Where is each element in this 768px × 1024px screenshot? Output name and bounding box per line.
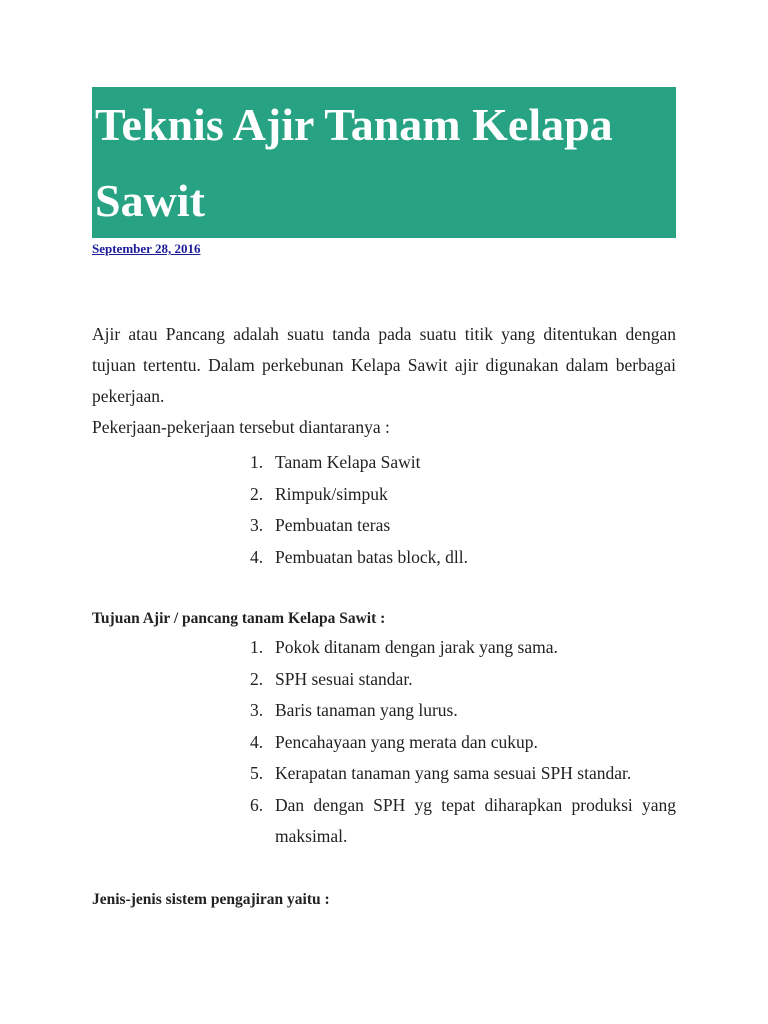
list-number: 2. xyxy=(250,483,264,504)
list-item xyxy=(92,727,676,759)
list-item xyxy=(92,758,676,790)
jobs-intro: Pekerjaan-pekerjaan tersebut diantaranya : xyxy=(92,417,390,437)
list-item xyxy=(92,664,676,696)
intro-section xyxy=(92,319,676,443)
list-item xyxy=(92,632,676,664)
list-item-text: Pokok ditanam dengan jarak yang sama. xyxy=(275,637,558,657)
list-number: 4. xyxy=(250,546,264,567)
list-item xyxy=(92,447,676,479)
list-item-text: Pencahayaan yang merata dan cukup. xyxy=(275,731,538,752)
list-number: 3. xyxy=(250,515,264,535)
list-item xyxy=(92,479,676,511)
list-number: 6. xyxy=(250,794,264,815)
list-item xyxy=(92,790,676,853)
purpose-list xyxy=(92,632,676,853)
list-number: 4. xyxy=(250,731,264,752)
list-item-text: Tanam Kelapa Sawit xyxy=(275,452,421,472)
post-date-link[interactable]: September 28, 2016 xyxy=(92,241,201,256)
list-item xyxy=(92,542,676,574)
systems-heading: Jenis-jenis sistem pengajiran yaitu : xyxy=(92,891,330,908)
list-item-text: Pembuatan teras xyxy=(275,515,391,535)
list-item-text: Dan dengan SPH yg tepat diharapkan produksi yang maksimal. xyxy=(275,794,676,846)
list-number: 3. xyxy=(250,700,264,720)
article-title xyxy=(92,87,676,238)
list-item-text: Rimpuk/simpuk xyxy=(275,483,388,504)
list-number: 2. xyxy=(250,668,264,689)
article-title-line-2: Sawit xyxy=(95,175,205,226)
list-number: 1. xyxy=(250,637,264,657)
list-number: 5. xyxy=(250,763,264,783)
list-item xyxy=(92,695,676,727)
list-item-text: SPH sesuai standar. xyxy=(275,668,413,689)
article-title-line-1: Teknis Ajir Tanam Kelapa xyxy=(95,99,613,150)
list-item-text: Kerapatan tanaman yang sama sesuai SPH standar. xyxy=(275,763,632,783)
list-item xyxy=(92,510,676,542)
list-number: 1. xyxy=(250,452,264,472)
document-page xyxy=(92,87,676,908)
purpose-heading: Tujuan Ajir / pancang tanam Kelapa Sawit : xyxy=(92,610,386,627)
list-item-text: Baris tanaman yang lurus. xyxy=(275,700,458,720)
list-item-text: Pembuatan batas block, dll. xyxy=(275,546,468,567)
jobs-list xyxy=(92,447,676,573)
intro-paragraph: Ajir atau Pancang adalah suatu tanda pada suatu titik yang ditentukan dengan tujuan tertentu. Dalam perkebunan Kelapa Sawit ajir digunakan dalam berbagai pekerjaan. xyxy=(92,324,676,406)
